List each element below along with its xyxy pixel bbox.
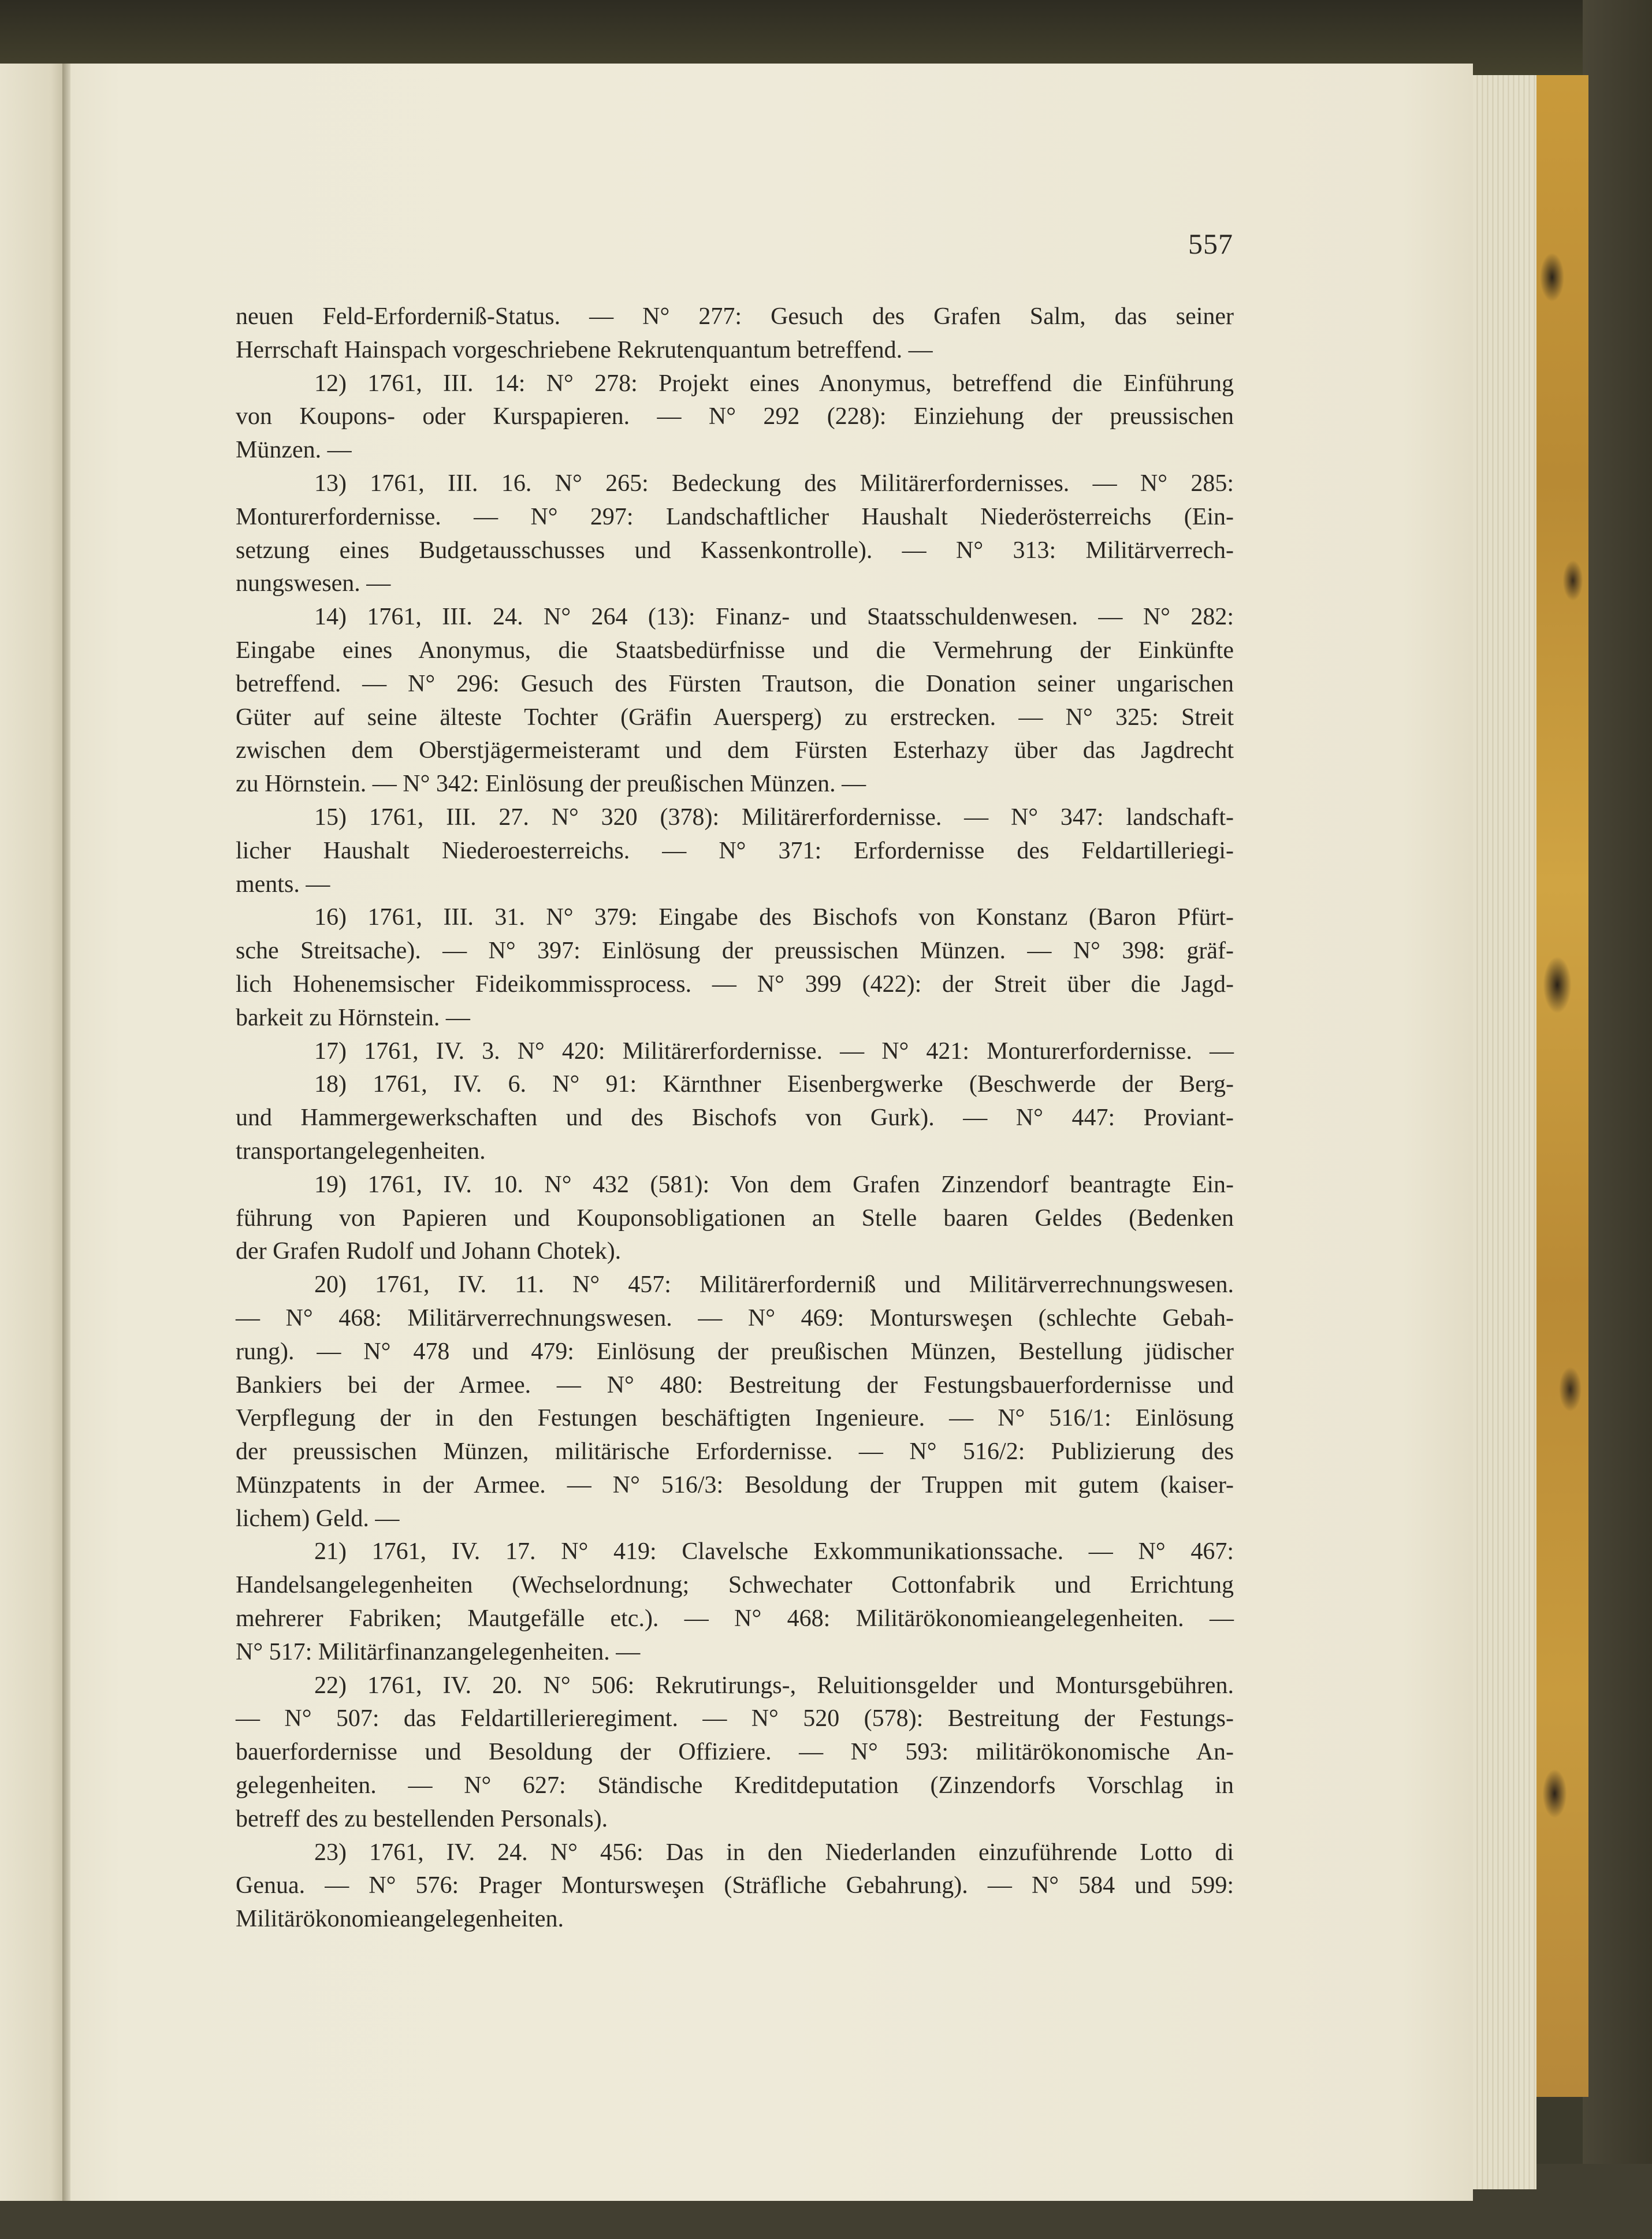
text-line: ments. — — [236, 871, 330, 898]
text-line: Münzen. — — [236, 437, 352, 464]
text-line: der Grafen Rudolf und Johann Chotek). — [236, 1238, 622, 1265]
text-line: — N° 507: das Feldartillerieregiment. — N° 520 (578): Bestreitung der Festungs- — [236, 1705, 1234, 1732]
book-cover-right — [1583, 0, 1652, 2239]
text-line: N° 517: Militärfinanzangelegenheiten. — — [236, 1638, 641, 1665]
text-line: Bankiers bei der Armee. — N° 480: Bestreitung der Festungsbauerfordernisse und — [236, 1371, 1234, 1399]
text-line: Militärökonomieangelegenheiten. — [236, 1906, 564, 1933]
text-line: 20) 1761, IV. 11. N° 457: Militärerforderniß und Militärverrechnungswesen. — [314, 1271, 1234, 1299]
text-line: nungswesen. — — [236, 570, 391, 597]
text-line: setzung eines Budgetausschusses und Kassenkontrolle). — N° 313: Militärverrech- — [236, 537, 1234, 564]
text-line: betreffend. — N° 296: Gesuch des Fürsten Trautson, die Donation seiner ungarischen — [236, 670, 1234, 697]
text-line: rung). — N° 478 und 479: Einlösung der preußischen Münzen, Bestellung jüdischer — [236, 1338, 1234, 1365]
text-line: der preussischen Münzen, militärische Erfordernisse. — N° 516/2: Publizierung des — [236, 1438, 1234, 1466]
text-line: Herrschaft Hainspach vorgeschriebene Rekrutenquantum betreffend. — — [236, 336, 933, 363]
text-line: 17) 1761, IV. 3. N° 420: Militärerfordernisse. — N° 421: Monturerfordernisse. — — [314, 1037, 1234, 1065]
body-text — [236, 300, 1234, 1936]
text-line: Genua. — N° 576: Prager Montursweşen (Sträfliche Gebahrung). — N° 584 und 599: — [236, 1872, 1234, 1899]
text-line: 18) 1761, IV. 6. N° 91: Kärnthner Eisenbergwerke (Beschwerde der Berg- — [314, 1071, 1234, 1098]
text-line: Eingabe eines Anonymus, die Staatsbedürfnisse und die Vermehrung der Einkünfte — [236, 637, 1234, 664]
page-gutter — [62, 64, 70, 2201]
text-line: bauerfordernisse und Besoldung der Offiziere. — N° 593: militärökonomische An- — [236, 1739, 1234, 1766]
page-number: 557 — [1188, 228, 1233, 260]
text-line: und Hammergewerkschaften und des Bischofs von Gurk). — N° 447: Proviant- — [236, 1104, 1234, 1132]
text-line: 21) 1761, IV. 17. N° 419: Clavelsche Exkommunikationssache. — N° 467: — [314, 1538, 1234, 1565]
text-line: Monturerfordernisse. — N° 297: Landschaftlicher Haushalt Niederösterreichs (Ein- — [236, 503, 1234, 530]
text-line: mehrerer Fabriken; Mautgefälle etc.). — N° 468: Militärökonomieangelegenheiten. — — [236, 1605, 1234, 1632]
text-line: 16) 1761, III. 31. N° 379: Eingabe des Bischofs von Konstanz (Baron Pfürt- — [314, 904, 1234, 931]
text-line: 19) 1761, IV. 10. N° 432 (581): Von dem Grafen Zinzendorf beantragte Ein- — [314, 1171, 1234, 1198]
text-line: 23) 1761, IV. 24. N° 456: Das in den Niederlanden einzuführende Lotto di — [314, 1839, 1234, 1866]
text-line: 14) 1761, III. 24. N° 264 (13): Finanz- und Staatsschuldenwesen. — N° 282: — [314, 604, 1234, 631]
text-line: Verpflegung der in den Festungen beschäftigten Ingenieure. — N° 516/1: Einlösung — [236, 1405, 1234, 1432]
text-line: Handelsangelegenheiten (Wechselordnung; Schwechater Cottonfabrik und Errichtung — [236, 1572, 1234, 1599]
text-line: licher Haushalt Niederoesterreichs. — N° 371: Erfordernisse des Feldartilleriegi- — [236, 837, 1234, 864]
text-line: Güter auf seine älteste Tochter (Gräfin Auersperg) zu erstrecken. — N° 325: Streit — [236, 704, 1234, 731]
text-line: lich Hohenemsischer Fideikommissprocess. — N° 399 (422): der Streit über die Jagd- — [236, 970, 1234, 998]
text-line: betreff des zu bestellenden Personals). — [236, 1805, 608, 1832]
text-line: sche Streitsache). — N° 397: Einlösung der preussischen Münzen. — N° 398: gräf- — [236, 938, 1234, 965]
text-line: gelegenheiten. — N° 627: Ständische Kreditdeputation (Zinzendorfs Vorschlag in — [236, 1772, 1234, 1799]
text-line: transportangelegenheiten. — [236, 1137, 486, 1165]
text-line: 15) 1761, III. 27. N° 320 (378): Militärerfordernisse. — N° 347: landschaft- — [314, 804, 1234, 831]
text-line: zu Hörnstein. — N° 342: Einlösung der preußischen Münzen. — — [236, 771, 866, 798]
text-line: von Koupons- oder Kurspapieren. — N° 292 (228): Einziehung der preussischen — [236, 403, 1234, 430]
text-line: — N° 468: Militärverrechnungswesen. — N° 469: Montursweşen (schlechte Gebah- — [236, 1304, 1234, 1332]
page-stack-edge — [1473, 75, 1536, 2189]
text-line: führung von Papieren und Kouponsobligationen an Stelle baaren Geldes (Bedenken — [236, 1204, 1234, 1232]
text-line: lichem) Geld. — — [236, 1505, 400, 1532]
text-line: Münzpatents in der Armee. — N° 516/3: Besoldung der Truppen mit gutem (kaiser- — [236, 1471, 1234, 1498]
text-line: neuen Feld-Erforderniß-Status. — N° 277: Gesuch des Grafen Salm, das seiner — [236, 303, 1234, 330]
text-line: 22) 1761, IV. 20. N° 506: Rekrutirungs-, Reluitionsgelder und Montursgebühren. — [314, 1672, 1234, 1699]
text-line: 13) 1761, III. 16. N° 265: Bedeckung des Militärerfordernisses. — N° 285: — [314, 470, 1234, 497]
text-line: 12) 1761, III. 14: N° 278: Projekt eines Anonymus, betreffend die Einführung — [314, 370, 1234, 397]
marbled-fore-edge — [1536, 75, 1588, 2097]
text-line: barkeit zu Hörnstein. — — [236, 1004, 470, 1031]
left-page-edge — [0, 64, 64, 2201]
text-line: zwischen dem Oberstjägermeisteramt und dem Fürsten Esterhazy über das Jagdrecht — [236, 737, 1234, 764]
